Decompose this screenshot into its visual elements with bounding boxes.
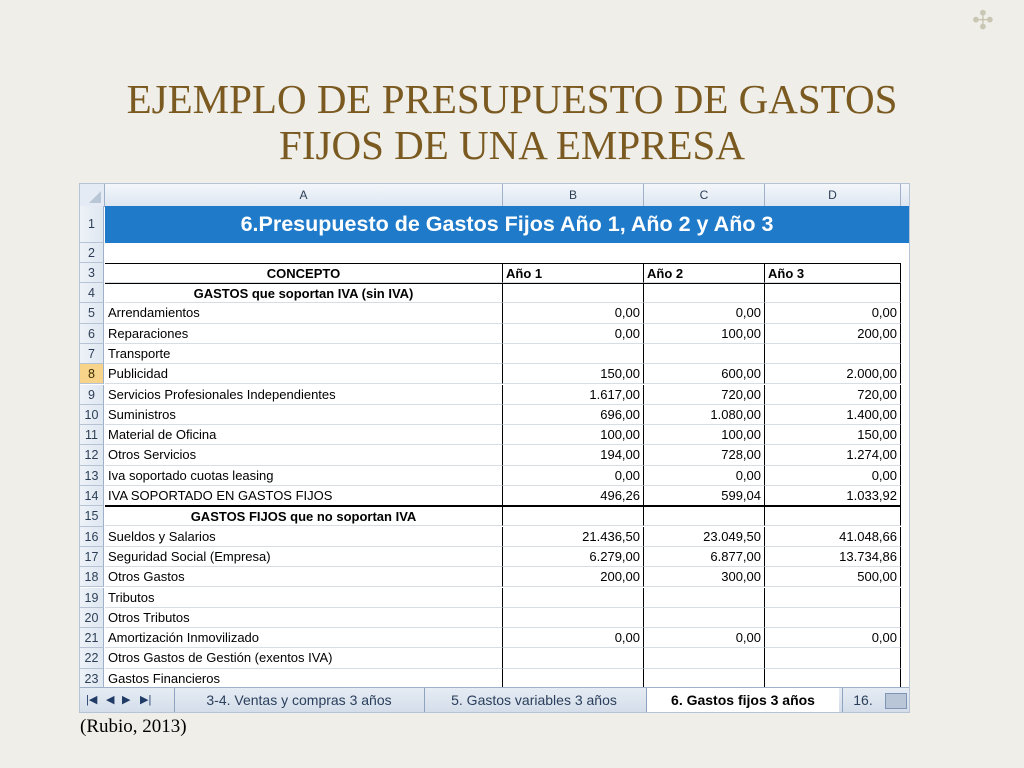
row-header[interactable]: 14 <box>80 486 104 506</box>
cell-year2[interactable]: 0,00 <box>644 466 765 486</box>
section-iva-cell-d[interactable] <box>765 283 901 303</box>
row-header[interactable]: 23 <box>80 669 104 689</box>
section-no-iva-cell-c[interactable] <box>644 506 765 526</box>
row-header[interactable]: 8 <box>80 364 104 384</box>
cell-year1[interactable]: 0,00 <box>503 466 644 486</box>
row-header[interactable]: 4 <box>80 283 104 303</box>
cell-year2[interactable]: 720,00 <box>644 385 765 405</box>
column-header-bar <box>80 184 909 207</box>
cell-year1[interactable]: 100,00 <box>503 425 644 445</box>
cell-concept[interactable]: Otros Gastos <box>105 567 503 587</box>
cell-year1[interactable]: 21.436,50 <box>503 527 644 547</box>
cell-year1[interactable]: 1.617,00 <box>503 385 644 405</box>
tab-ventas-compras[interactable]: 3-4. Ventas y compras 3 años <box>174 688 423 712</box>
cell-year1[interactable]: 6.279,00 <box>503 547 644 567</box>
section-iva-cell-b[interactable] <box>503 283 644 303</box>
row-header[interactable]: 7 <box>80 344 104 364</box>
cell-year2[interactable]: 300,00 <box>644 567 765 587</box>
sheet-banner-title: 6.Presupuesto de Gastos Fijos Año 1, Año 2 y Año 3 <box>105 206 909 243</box>
cell-concept[interactable]: Seguridad Social (Empresa) <box>105 547 503 567</box>
cell-year1[interactable]: 496,26 <box>503 486 644 506</box>
cell-year1[interactable]: 0,00 <box>503 303 644 323</box>
cell-year3[interactable]: 1.033,92 <box>765 486 901 506</box>
section-iva-cell-c[interactable] <box>644 283 765 303</box>
cell-year3[interactable] <box>765 608 901 628</box>
cell-year3[interactable] <box>765 344 901 364</box>
tab-16[interactable]: 16. <box>842 688 883 712</box>
row-header[interactable]: 22 <box>80 648 104 668</box>
cell-year1[interactable]: 0,00 <box>503 628 644 648</box>
cell-year3[interactable] <box>765 669 901 689</box>
slide-title <box>40 76 984 168</box>
cell-concept[interactable]: Tributos <box>105 588 503 608</box>
cell-concept[interactable]: Suministros <box>105 405 503 425</box>
cell-year2[interactable]: 728,00 <box>644 445 765 465</box>
horizontal-scrollbar[interactable] <box>885 693 907 709</box>
cell-year2[interactable] <box>644 608 765 628</box>
cell-year3[interactable]: 200,00 <box>765 324 901 344</box>
cell-concept[interactable]: Otros Servicios <box>105 445 503 465</box>
cell-concept[interactable]: Material de Oficina <box>105 425 503 445</box>
cell-year2[interactable] <box>644 344 765 364</box>
tab-gastos-variables[interactable]: 5. Gastos variables 3 años <box>424 688 643 712</box>
header-year1[interactable]: Año 1 <box>503 263 644 283</box>
select-all-corner[interactable] <box>80 184 105 206</box>
cell-year1[interactable] <box>503 648 644 668</box>
row-header[interactable]: 3 <box>80 263 104 283</box>
row-header[interactable]: 19 <box>80 588 104 608</box>
column-header-a[interactable]: A <box>105 184 503 206</box>
cell-year3[interactable]: 1.400,00 <box>765 405 901 425</box>
next-sheet-icon[interactable]: ▶ <box>122 694 131 706</box>
cell-concept[interactable]: Servicios Profesionales Independientes <box>105 385 503 405</box>
cell-year1[interactable]: 150,00 <box>503 364 644 384</box>
section-no-iva-cell-b[interactable] <box>503 506 644 526</box>
cell-concept[interactable]: Iva soportado cuotas leasing <box>105 466 503 486</box>
row-header[interactable]: 10 <box>80 405 104 425</box>
cell-concept[interactable]: Sueldos y Salarios <box>105 527 503 547</box>
row-header[interactable]: 2 <box>80 243 104 263</box>
cell-year2[interactable]: 100,00 <box>644 324 765 344</box>
cell-year3[interactable]: 0,00 <box>765 466 901 486</box>
cell-year3[interactable]: 500,00 <box>765 567 901 587</box>
row-header[interactable]: 12 <box>80 445 104 465</box>
cell-concept[interactable]: Arrendamientos <box>105 303 503 323</box>
row-header[interactable]: 11 <box>80 425 104 445</box>
cell-concept[interactable]: IVA SOPORTADO EN GASTOS FIJOS <box>105 486 503 506</box>
cell-concept[interactable]: Amortización Inmovilizado <box>105 628 503 648</box>
header-year3[interactable]: Año 3 <box>765 263 901 283</box>
cell-year3[interactable]: 0,00 <box>765 303 901 323</box>
cell-concept[interactable]: Transporte <box>105 344 503 364</box>
cell-year3[interactable]: 2.000,00 <box>765 364 901 384</box>
cell-year2[interactable]: 0,00 <box>644 628 765 648</box>
cell-year2[interactable]: 100,00 <box>644 425 765 445</box>
first-sheet-icon[interactable]: |◀ <box>86 694 98 706</box>
row-header[interactable]: 13 <box>80 466 104 486</box>
cell-year1[interactable]: 200,00 <box>503 567 644 587</box>
cell-year3[interactable]: 720,00 <box>765 385 901 405</box>
row-header[interactable]: 6 <box>80 324 104 344</box>
tab-gastos-fijos[interactable]: 6. Gastos fijos 3 años <box>646 688 839 712</box>
section-iva-heading[interactable]: GASTOS que soportan IVA (sin IVA) <box>105 283 503 303</box>
column-header-d[interactable]: D <box>765 184 901 206</box>
row-header[interactable]: 21 <box>80 628 104 648</box>
cell-year1[interactable] <box>503 608 644 628</box>
last-sheet-icon[interactable]: ▶| <box>140 694 152 706</box>
cell-year2[interactable] <box>644 669 765 689</box>
section-no-iva-cell-d[interactable] <box>765 506 901 526</box>
cell-year1[interactable]: 696,00 <box>503 405 644 425</box>
cell-concept[interactable]: Otros Gastos de Gestión (exentos IVA) <box>105 648 503 668</box>
section-no-iva-heading[interactable]: GASTOS FIJOS que no soportan IVA <box>105 506 503 526</box>
cell-concept[interactable]: Gastos Financieros <box>105 669 503 689</box>
column-header-c[interactable]: C <box>644 184 765 206</box>
cell-year2[interactable]: 1.080,00 <box>644 405 765 425</box>
row-header[interactable]: 17 <box>80 547 104 567</box>
cell-year3[interactable]: 1.274,00 <box>765 445 901 465</box>
cell-year2[interactable]: 0,00 <box>644 303 765 323</box>
cell-year1[interactable] <box>503 588 644 608</box>
header-concepto[interactable]: CONCEPTO <box>105 263 503 283</box>
star-icon: ✣ <box>972 6 994 36</box>
source-caption: (Rubio, 2013) <box>80 716 187 737</box>
row-header[interactable]: 18 <box>80 567 104 587</box>
slide-title-line2: FIJOS DE UNA EMPRESA <box>279 122 745 168</box>
row-header[interactable]: 16 <box>80 527 104 547</box>
spreadsheet-screenshot <box>80 184 909 712</box>
row-header[interactable]: 5 <box>80 303 104 323</box>
cell-year1[interactable]: 0,00 <box>503 324 644 344</box>
cell-concept[interactable]: Publicidad <box>105 364 503 384</box>
cell-year3[interactable]: 150,00 <box>765 425 901 445</box>
cell-year2[interactable]: 600,00 <box>644 364 765 384</box>
cell-year3[interactable]: 0,00 <box>765 628 901 648</box>
row-header[interactable]: 20 <box>80 608 104 628</box>
cell-year1[interactable]: 194,00 <box>503 445 644 465</box>
header-year2[interactable]: Año 2 <box>644 263 765 283</box>
sheet-tab-bar <box>80 687 909 712</box>
column-header-b[interactable]: B <box>503 184 644 206</box>
cell-year3[interactable] <box>765 648 901 668</box>
row-header[interactable]: 1 <box>80 206 104 243</box>
cell-year1[interactable] <box>503 344 644 364</box>
cell-concept[interactable]: Otros Tributos <box>105 608 503 628</box>
slide-title-line1: EJEMPLO DE PRESUPUESTO DE GASTOS <box>126 76 898 122</box>
cell-year3[interactable]: 41.048,66 <box>765 527 901 547</box>
prev-sheet-icon[interactable]: ◀ <box>106 694 115 706</box>
cell-year3[interactable]: 13.734,86 <box>765 547 901 567</box>
cell-year2[interactable]: 6.877,00 <box>644 547 765 567</box>
cell-year3[interactable] <box>765 588 901 608</box>
cell-year2[interactable]: 599,04 <box>644 486 765 506</box>
row-header[interactable]: 15 <box>80 506 104 526</box>
cell-year2[interactable] <box>644 588 765 608</box>
cell-year2[interactable]: 23.049,50 <box>644 527 765 547</box>
cell-year1[interactable] <box>503 669 644 689</box>
cell-concept[interactable]: Reparaciones <box>105 324 503 344</box>
cell-year2[interactable] <box>644 648 765 668</box>
row-header[interactable]: 9 <box>80 385 104 405</box>
